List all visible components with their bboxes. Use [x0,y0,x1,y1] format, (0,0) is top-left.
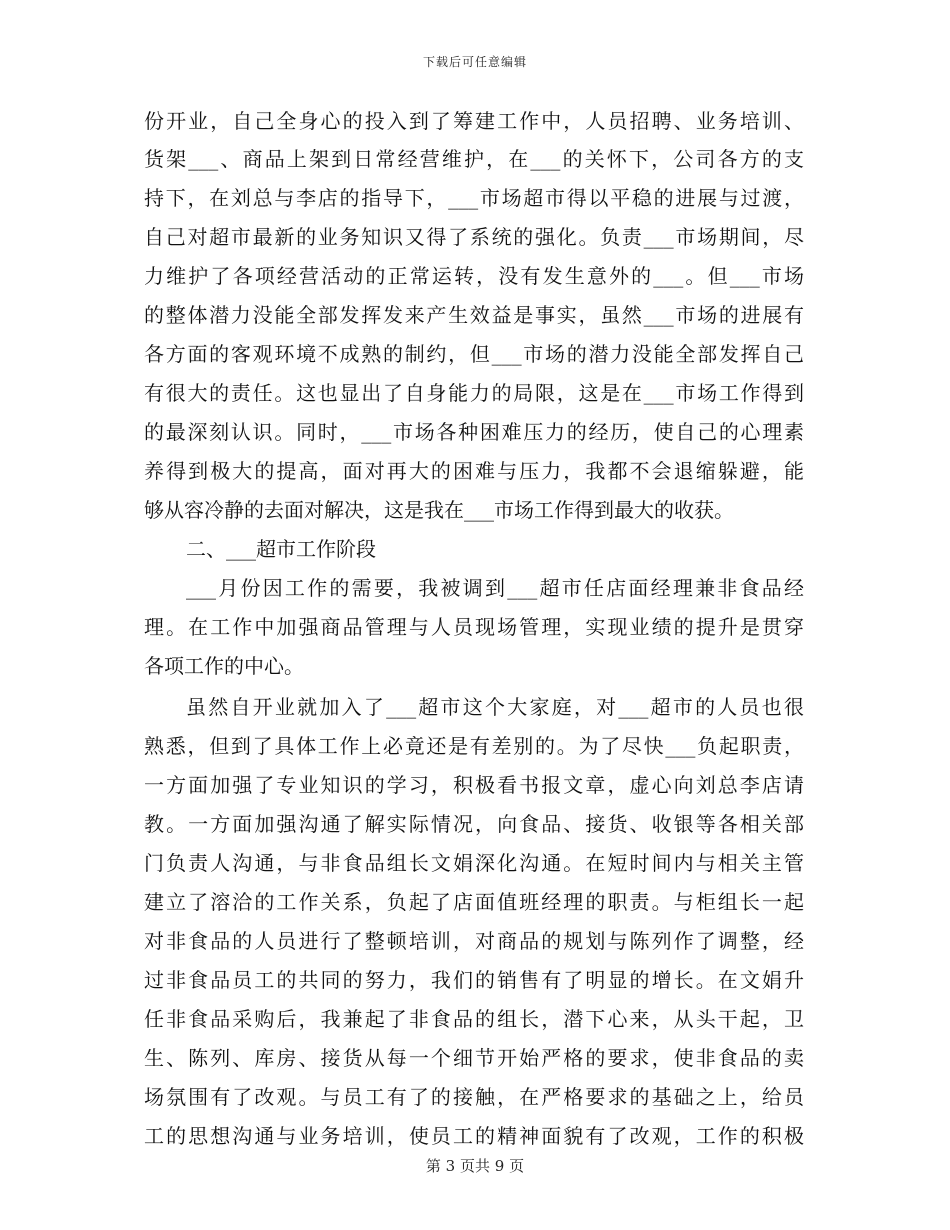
text-line: 的最深刻认识。同时，___市场各种困难压力的经历，使自己的心理素 [144,420,804,444]
document-body [144,103,804,1156]
text-line: 份开业，自己全身心的投入到了筹建工作中，人员招聘、业务培训、 [144,109,804,133]
text-line: 够从容冷静的去面对解决，这是我在___市场工作得到最大的收获。 [144,498,734,522]
text-line: 持下，在刘总与李店的指导下，___市场超市得以平稳的进展与过渡， [144,186,804,210]
text-line: 场氛围有了改观。与员工有了的接触，在严格要求的基础之上，给员 [144,1085,804,1109]
text-line: 任非食品采购后，我兼起了非食品的组长，潜下心来，从头干起，卫 [144,1007,804,1031]
page-header: 下载后可任意编辑 [422,55,527,69]
text-line: 门负责人沟通，与非食品组长文娟深化沟通。在短时间内与相关主管 [144,851,804,875]
text-line: 各项工作的中心。 [144,654,304,678]
text-line: 自己对超市最新的业务知识又得了系统的强化。负责___市场期间，尽 [144,225,804,249]
text-line: 过非食品员工的共同的努力，我们的销售有了明显的增长。在文娟升 [144,968,804,992]
text-line: 力维护了各项经营活动的正常运转，没有发生意外的___。但___市场 [144,264,804,288]
text-line: 建立了溶洽的工作关系，负起了店面值班经理的职责。与柜组长一起 [144,890,804,914]
text-line: 虽然自开业就加入了___超市这个大家庭，对___超市的人员也很 [186,695,804,719]
text-line: 工的思想沟通与业务培训，使员工的精神面貌有了改观，工作的积极 [144,1124,804,1148]
text-line: 一方面加强了专业知识的学习，积极看书报文章，虚心向刘总李店请 [144,773,804,797]
text-line: 货架___、商品上架到日常经营维护，在___的关怀下，公司各方的支 [144,147,804,171]
page-number: 第 3 页共 9 页 [425,1157,525,1175]
section-heading: 二、___超市工作阶段 [186,537,376,561]
text-line: 有很大的责任。这也显出了自身能力的局限，这是在___市场工作得到 [144,381,804,405]
text-line: 各方面的客观环境不成熟的制约，但___市场的潜力没能全部发挥自己 [144,342,804,366]
text-line: 生、陈列、库房、接货从每一个细节开始严格的要求，使非食品的卖 [144,1046,804,1070]
text-line: 对非食品的人员进行了整顿培训，对商品的规划与陈列作了调整，经 [144,929,804,953]
text-line: 的整体潜力没能全部发挥发来产生效益是事实，虽然___市场的进展有 [144,303,804,327]
text-line: 熟悉，但到了具体工作上必竟还是有差别的。为了尽快___负起职责， [144,734,804,758]
text-line: 养得到极大的提高，面对再大的困难与压力，我都不会退缩躲避，能 [144,459,804,483]
text-line: 理。在工作中加强商品管理与人员现场管理，实现业绩的提升是贯穿 [144,615,804,639]
text-line: ___月份因工作的需要，我被调到___超市任店面经理兼非食品经 [186,576,804,600]
text-line: 教。一方面加强沟通了解实际情况，向食品、接货、收银等各相关部 [144,812,804,836]
